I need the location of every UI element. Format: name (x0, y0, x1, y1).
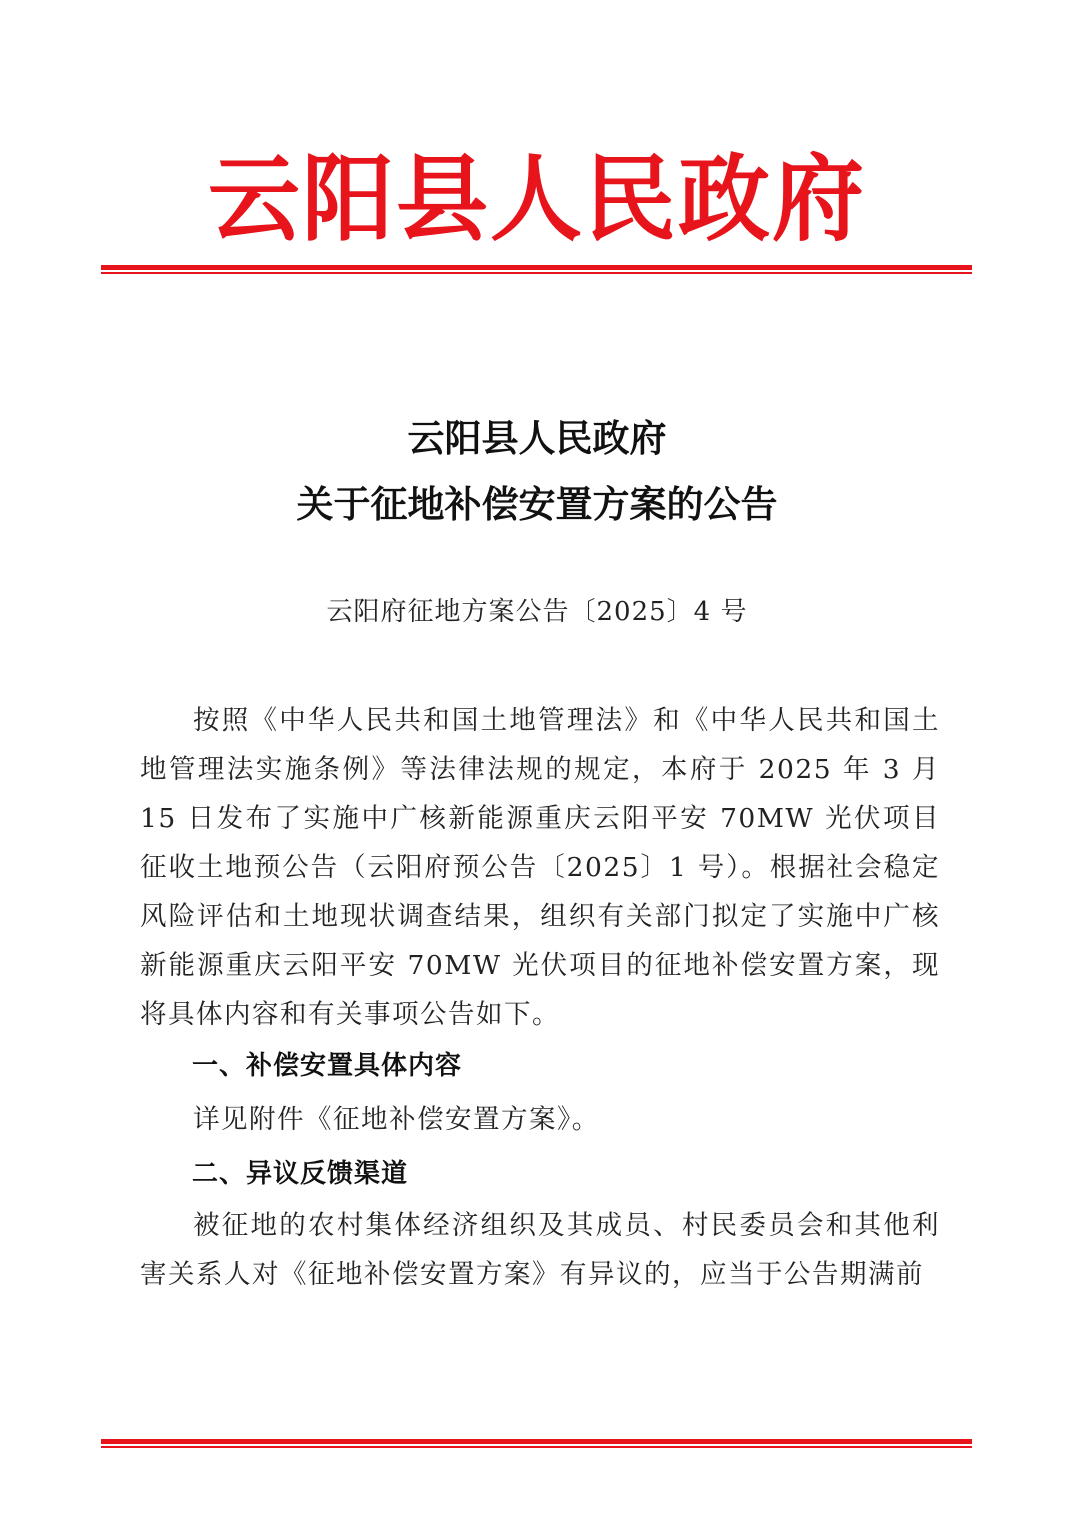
header-rule-thin (101, 272, 972, 274)
document-title-line2: 关于征地补偿安置方案的公告 (296, 482, 778, 526)
intro-paragraph: 按照《中华人民共和国土地管理法》和《中华人民共和国土地管理法实施条例》等法律法规的规定，本府于 2025 年 3 月 15 日发布了实施中广核新能源重庆云阳平安 70MW 光伏项目征收土地预公告（云阳府预公告〔2025〕1 号）。根据社会稳定风险评估和土地现状调查结果，组织有关部门拟定了实施中广核新能源重庆云阳平安 70MW 光伏项目的征地补偿安置方案，现将具体内容和有关事项公告如下。 (140, 705, 940, 1030)
document-body (140, 696, 940, 1299)
section1-heading: 一、补偿安置具体内容 (192, 1051, 463, 1081)
header-rule (101, 265, 972, 274)
footer-rule (101, 1439, 972, 1448)
section2-paragraph: 被征地的农村集体经济组织及其成员、村民委员会和其他利害关系人对《征地补偿安置方案》有异议的，应当于公告期满前 (140, 1210, 940, 1290)
section2-heading: 二、异议反馈渠道 (192, 1159, 409, 1189)
masthead-title: 云阳县人民政府 (207, 144, 866, 255)
document-title-line1: 云阳县人民政府 (407, 416, 667, 460)
section1-paragraph: 详见附件《征地补偿安置方案》。 (193, 1104, 600, 1135)
document-number: 云阳府征地方案公告〔2025〕4 号 (326, 597, 748, 627)
footer-rule-thin (101, 1446, 972, 1448)
